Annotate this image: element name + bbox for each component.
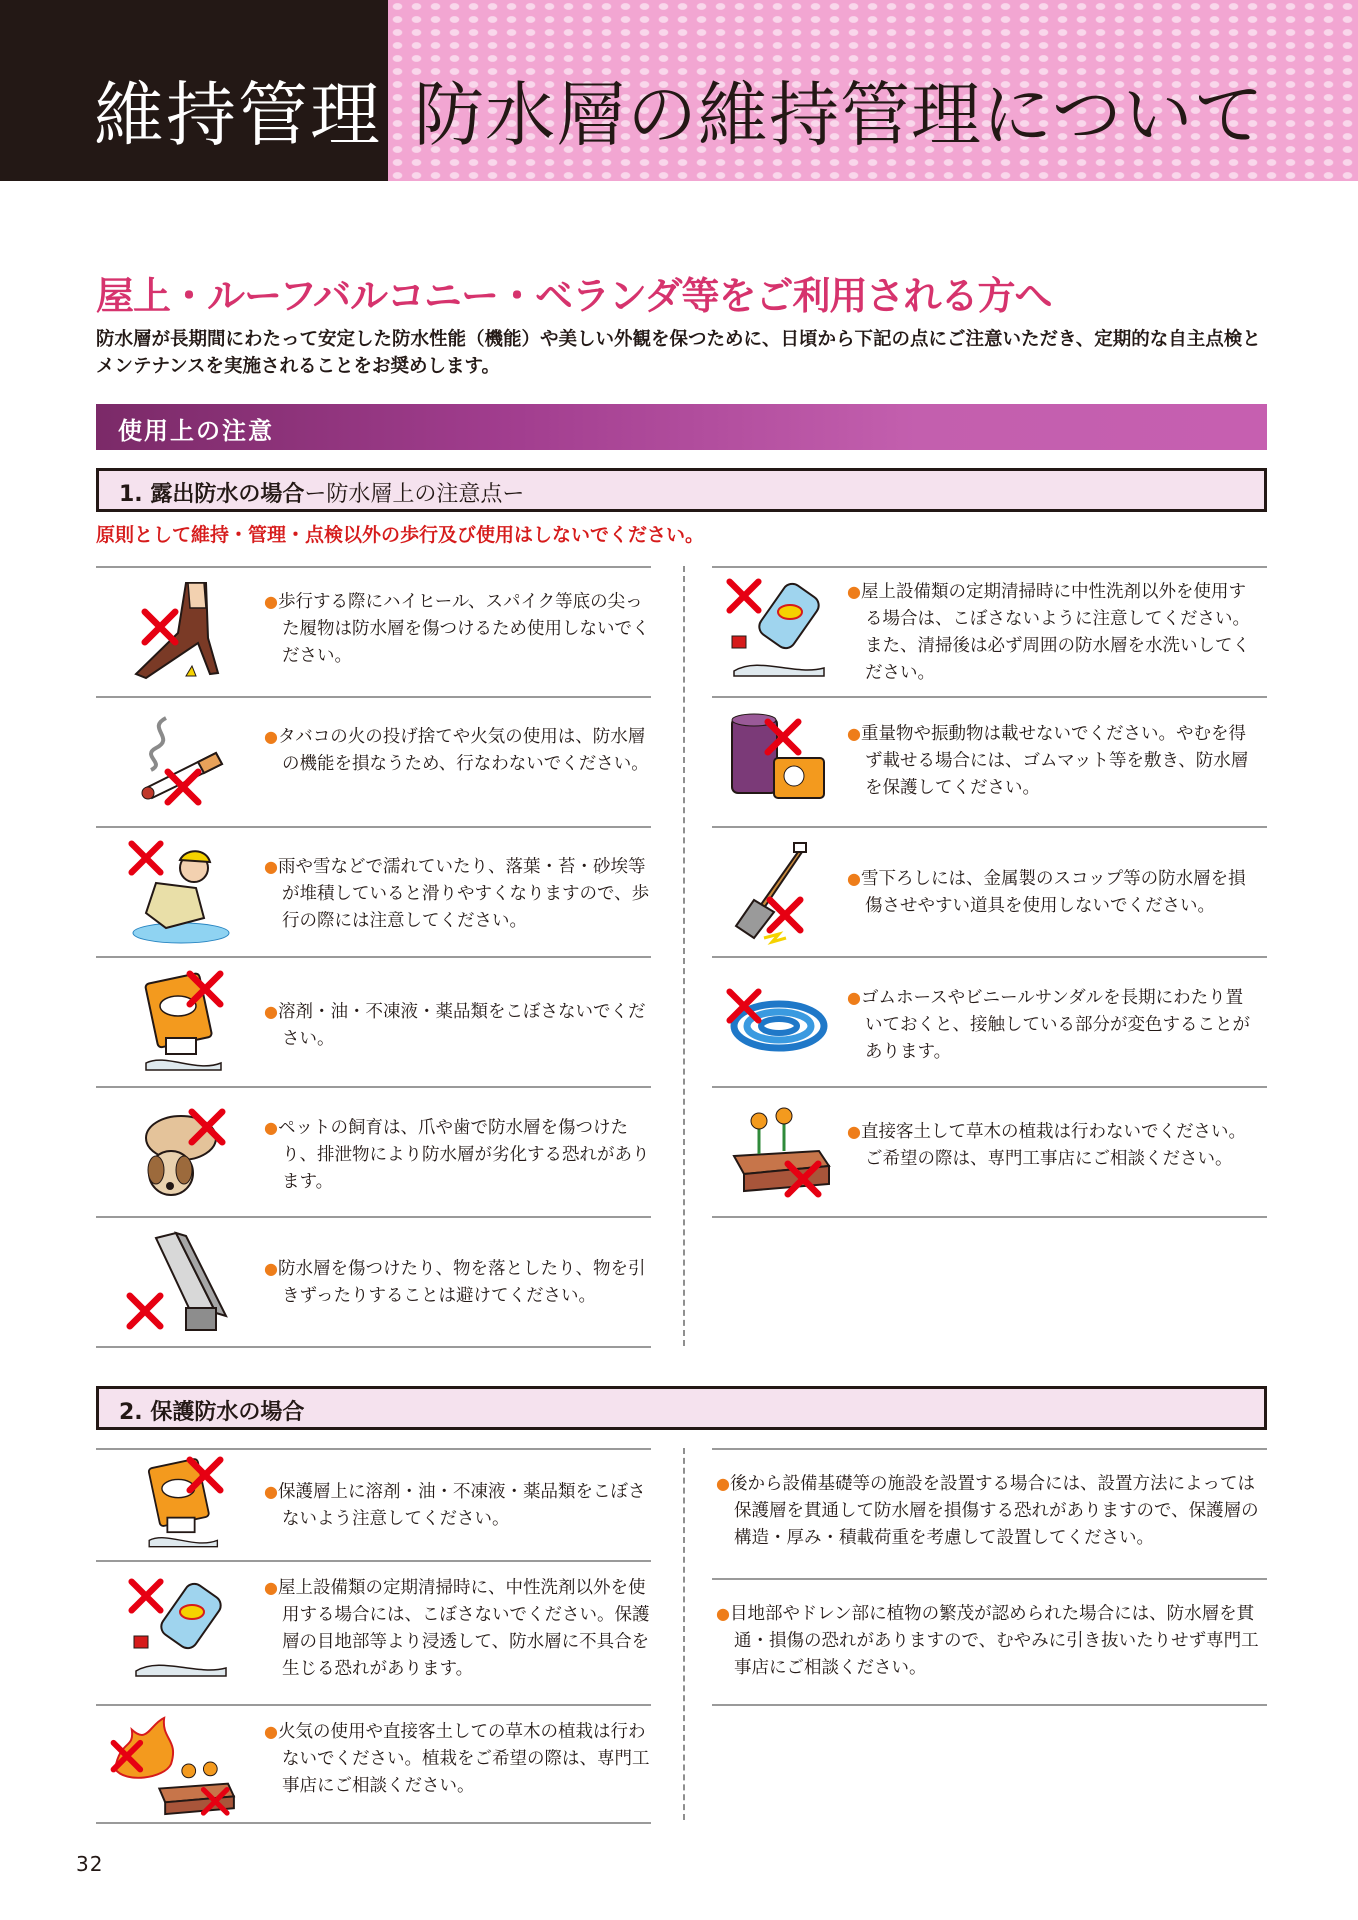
list-item — [96, 1450, 651, 1560]
page-header — [0, 0, 1358, 181]
column-divider — [683, 1448, 685, 1820]
row-divider — [712, 1578, 1267, 1580]
item-text: ● 防水層を傷つけたり、物を落としたり、物を引きずったりすることは避けてください。 — [264, 1255, 650, 1310]
page-number: 32 — [76, 1852, 104, 1876]
row-divider — [96, 1346, 651, 1348]
item-text: ● 後から設備基礎等の施設を設置する場合には、設置方法によっては保護層を貫通して防水層を損傷する恐れがありますので、保護層の構造・厚み・積載荷重を考慮して設置してください。 — [716, 1470, 1272, 1552]
shovel-icon — [724, 838, 834, 948]
list-item — [96, 1706, 651, 1822]
item-text: ● 雪下ろしには、金属製のスコップ等の防水層を損傷させやすい道具を使用しないでください。 — [847, 865, 1257, 920]
list-item — [96, 828, 651, 956]
drum-generator-icon — [724, 708, 834, 818]
item-text: ● タバコの火の投げ捨てや火気の使用は、防水層の機能を損なうため、行なわないでください。 — [264, 723, 650, 778]
row-divider — [712, 1216, 1267, 1218]
item-text: ● 溶剤・油・不凍液・薬品類をこぼさないでください。 — [264, 998, 650, 1053]
subsection-2-heading — [96, 1386, 1267, 1430]
subsection-1-heading — [96, 468, 1267, 512]
header-category: 維持管理 — [94, 74, 382, 156]
item-text: ● 目地部やドレン部に植物の繁茂が認められた場合には、防水層を貫通・損傷の恐れがありますので、むやみに引き抜いたりせず専門工事店にご相談ください。 — [716, 1600, 1272, 1682]
dog-icon — [126, 1098, 236, 1208]
item-text: ● ゴムホースやビニールサンダルを長期にわたり置いておくと、接触している部分が変色することがあります。 — [847, 984, 1257, 1066]
list-item — [96, 568, 651, 696]
row-divider — [712, 1448, 1267, 1450]
detergent-bottle-icon — [126, 1576, 236, 1686]
item-text: ● 屋上設備類の定期清掃時に中性洗剤以外を使用する場合は、こぼさないように注意してください。また、清掃後は必ず周囲の防水層を水洗いしてください。 — [847, 578, 1257, 687]
list-item — [96, 1562, 651, 1704]
list-item — [96, 1088, 651, 1216]
detergent-bottle-icon — [724, 576, 834, 686]
item-text: ● 重量物や振動物は載せないでください。やむを得ず載せる場合には、ゴムマット等を敷き、防水層を保護してください。 — [847, 720, 1257, 802]
subsection-1-title: 1. 露出防水の場合 — [119, 482, 305, 507]
list-item — [712, 828, 1267, 956]
row-divider — [712, 1704, 1267, 1706]
column-divider — [683, 566, 685, 1346]
usage-notice: 原則として維持・管理・点検以外の歩行及び使用はしないでください。 — [96, 524, 705, 546]
section-title-bar — [96, 404, 1267, 450]
slipping-worker-icon — [126, 838, 236, 948]
hose-icon — [724, 966, 834, 1076]
item-text: ● 屋上設備類の定期清掃時に、中性洗剤以外を使用する場合には、こぼさないでください。保護層の目地部等より浸透して、防水層に不具合を生じる恐れがあります。 — [264, 1574, 650, 1683]
page-title: 防水層の維持管理について — [414, 74, 1265, 156]
lead-title: 屋上・ルーフバルコニー・ベランダ等をご利用される方へ — [96, 274, 1052, 318]
dragging-beam-icon — [126, 1228, 236, 1338]
item-text: ● ペットの飼育は、爪や歯で防水層を傷つけたり、排泄物により防水層が劣化する恐れがあります。 — [264, 1114, 650, 1196]
item-text: ● 直接客土して草木の植栽は行わないでください。ご希望の際は、専門工事店にご相談ください。 — [847, 1118, 1257, 1173]
fire-planter-icon — [104, 1710, 244, 1818]
section-title: 使用上の注意 — [118, 417, 274, 445]
lead-text: 防水層が長期間にわたって安定した防水性能（機能）や美しい外観を保つために、日頃から下記の点にご注意いただき、定期的な自主点検とメンテナンスを実施されることをお奨めします。 — [96, 329, 1261, 377]
list-item — [712, 958, 1267, 1086]
item-text: ● 雨や雪などで濡れていたり、落葉・苔・砂埃等が堆積していると滑りやすくなりますので、歩行の際には注意してください。 — [264, 853, 650, 935]
spilled-can-icon — [126, 968, 236, 1078]
list-item — [96, 958, 651, 1086]
list-item — [712, 1088, 1267, 1216]
subsection-2-title: 2. 保護防水の場合 — [119, 1400, 305, 1425]
item-text: ● 保護層上に溶剤・油・不凍液・薬品類をこぼさないよう注意してください。 — [264, 1478, 650, 1533]
list-item — [96, 1218, 651, 1346]
subsection-1-subtitle: ー防水層上の注意点ー — [304, 482, 525, 507]
item-text: ● 火気の使用や直接客土しての草木の植栽は行わないでください。植栽をご希望の際は、専門工事店にご相談ください。 — [264, 1718, 650, 1800]
list-item — [712, 698, 1267, 826]
item-text: ● 歩行する際にハイヒール、スパイク等底の尖った履物は防水層を傷つけるため使用しないでください。 — [264, 588, 650, 670]
spilled-can-icon — [126, 1454, 236, 1554]
row-divider — [96, 1822, 651, 1824]
high-heel-icon — [126, 578, 236, 688]
cigarette-icon — [126, 708, 236, 818]
list-item — [712, 568, 1267, 696]
planter-icon — [724, 1096, 834, 1206]
list-item — [96, 698, 651, 826]
